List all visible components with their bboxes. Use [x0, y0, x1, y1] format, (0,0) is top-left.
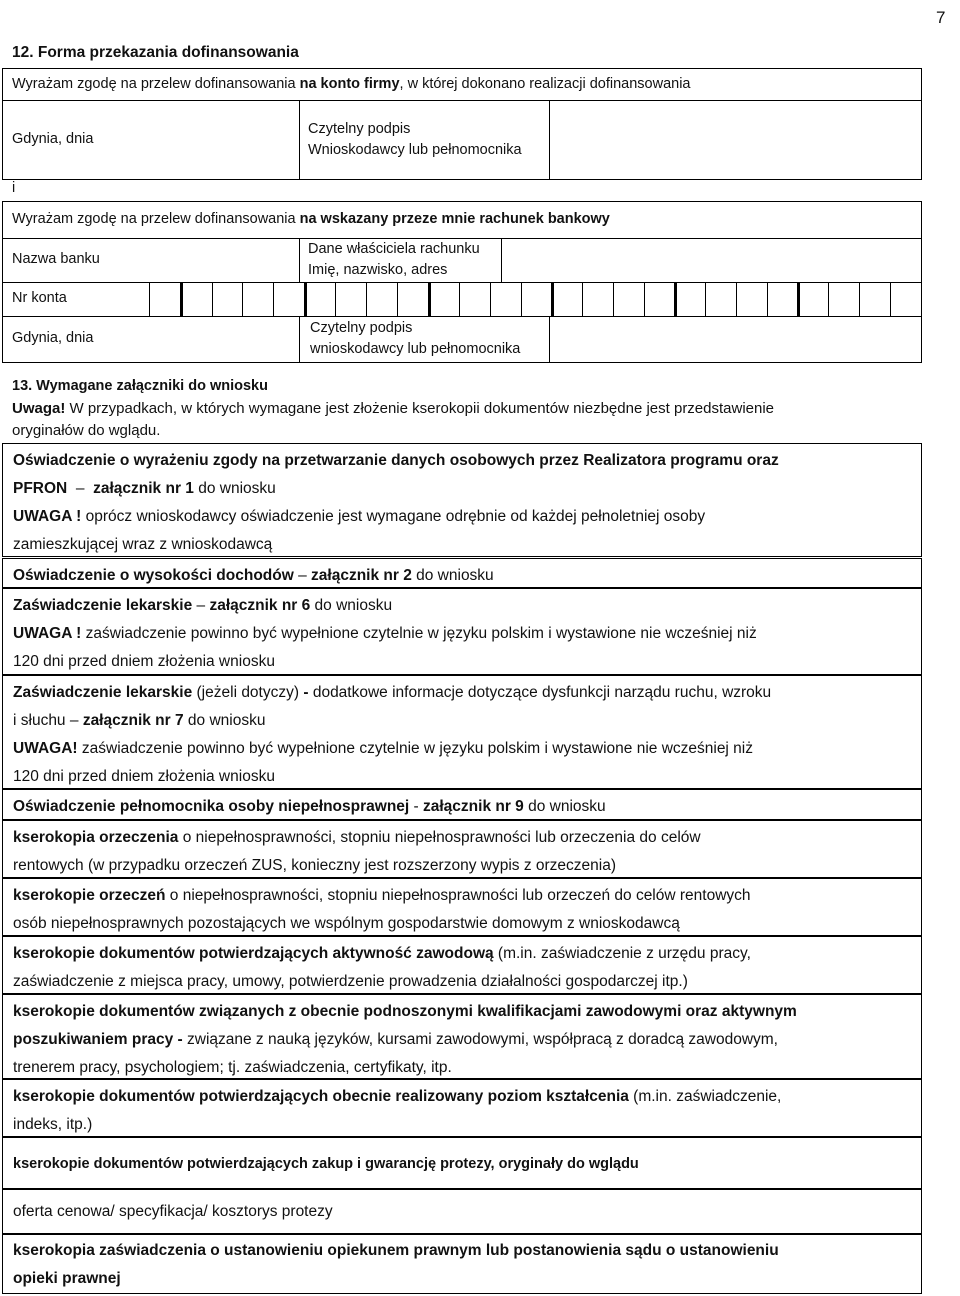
- divider: [549, 100, 550, 180]
- account-digit-cell: [705, 282, 706, 316]
- account-owner-label-a: Dane właściciela rachunku: [308, 241, 480, 257]
- attachment-item: Oświadczenie pełnomocnika osoby niepełnosprawnej - załącznik nr 9 do wniosku: [2, 789, 922, 820]
- attachment-item: oferta cenowa/ specyfikacja/ kosztorys protezy: [2, 1189, 922, 1234]
- account-digit-cell: [859, 282, 860, 316]
- place-date-label-2: Gdynia, dnia: [12, 330, 94, 346]
- consent-1-text: Wyrażam zgodę na przelew dofinansowania na konto firmy, w której dokonano realizacji dofinansowania: [12, 76, 691, 92]
- account-digit-cell: [212, 282, 213, 316]
- attachment-item: Zaświadczenie lekarskie – załącznik nr 6 do wniosku UWAGA ! zaświadczenie powinno być wypełnione czytelnie w języku polskim i wystawione nie wcześniej niż 120 dni przed dniem złożenia wniosku: [2, 588, 922, 675]
- divider: [501, 238, 502, 282]
- account-owner-label-b: Imię, nazwisko, adres: [308, 262, 448, 278]
- divider: [2, 282, 922, 283]
- account-digit-cell: [428, 282, 431, 316]
- attachment-item: kserokopie dokumentów potwierdzających zakup i gwarancję protezy, oryginały do wglądu: [2, 1137, 922, 1189]
- account-digit-cell: [459, 282, 460, 316]
- account-digit-cell: [736, 282, 737, 316]
- bank-name-label: Nazwa banku: [12, 251, 100, 267]
- account-digit-cell: [366, 282, 367, 316]
- divider: [299, 100, 300, 180]
- attachment-item: kserokopie orzeczeń o niepełnosprawności, stopniu niepełnosprawności lub orzeczeń do celów rentowych osób niepełnosprawnych pozostających we wspólnym gospodarstwie domowym z wnioskodawcą: [2, 878, 922, 936]
- attachment-item: kserokopie dokumentów potwierdzających obecnie realizowany poziom kształcenia (m.in. zaświadczenie, indeks, itp.): [2, 1079, 922, 1137]
- account-digit-cell: [797, 282, 800, 316]
- account-digit-cell: [304, 282, 307, 316]
- account-digit-cell: [273, 282, 274, 316]
- divider: [299, 238, 300, 282]
- account-number-label: Nr konta: [12, 290, 67, 306]
- attachment-item: Oświadczenie o wysokości dochodów – załącznik nr 2 do wniosku: [2, 558, 922, 588]
- account-digit-cell: [521, 282, 522, 316]
- account-digit-cell: [242, 282, 243, 316]
- attachment-item: Zaświadczenie lekarskie (jeżeli dotyczy) - dodatkowe informacje dotyczące dysfunkcji narządu ruchu, wzroku i słuchu – załącznik nr 7 do wniosku UWAGA! zaświadczenie powinno być wypełnione czytelnie w języku polskim i wystawione nie wcześniej niż 120 dni przed dniem złożenia wniosku: [2, 675, 922, 789]
- note-line-1: Uwaga! W przypadkach, w których wymagane jest złożenie kserokopii dokumentów niezbędne jest przedstawienie: [12, 400, 775, 417]
- account-digit-cell: [335, 282, 336, 316]
- account-digit-cell: [180, 282, 183, 316]
- signature-label-1a: Czytelny podpis: [308, 121, 411, 137]
- account-digit-cell: [674, 282, 677, 316]
- account-digit-cell: [890, 282, 891, 316]
- divider: [299, 316, 300, 363]
- account-digit-cell: [582, 282, 583, 316]
- account-digit-cell: [767, 282, 768, 316]
- account-digit-cell: [828, 282, 829, 316]
- account-digit-cell: [613, 282, 614, 316]
- attachment-item: kserokopie dokumentów potwierdzających aktywność zawodową (m.in. zaświadczenie z urzędu pracy, zaświadczenie z miejsca pracy, umowy, potwierdzenie prowadzenia działalności gospodarczej itp.): [2, 936, 922, 994]
- signature-label-2a: Czytelny podpis: [310, 320, 413, 336]
- divider: [2, 100, 922, 101]
- account-digit-cell: [149, 282, 150, 316]
- account-digit-cell: [551, 282, 554, 316]
- signature-label-1b: Wnioskodawcy lub pełnomocnika: [308, 142, 522, 158]
- divider: [2, 316, 922, 317]
- signature-label-2b: wnioskodawcy lub pełnomocnika: [310, 341, 521, 357]
- section-13-title: 13. Wymagane załączniki do wniosku: [12, 378, 268, 394]
- attachment-item: kserokopie dokumentów związanych z obecnie podnoszonymi kwalifikacjami zawodowymi oraz aktywnym poszukiwaniem pracy - związane z nauką języków, kursami zawodowymi, współpracą z doradcą zawodowym, trenerem pracy, psychologiem; tj. zaświadczenia, certyfikaty, itp.: [2, 994, 922, 1079]
- attachment-item: kserokopia orzeczenia o niepełnosprawności, stopniu niepełnosprawności lub orzeczenia do celów rentowych (w przypadku orzeczeń ZUS, konieczny jest rozszerzony wypis z orzeczenia): [2, 820, 922, 878]
- section-12-title: 12. Forma przekazania dofinansowania: [12, 44, 299, 61]
- conjunction: i: [12, 180, 16, 196]
- place-date-label-1: Gdynia, dnia: [12, 131, 94, 147]
- consent-2-text: Wyrażam zgodę na przelew dofinansowania na wskazany przeze mnie rachunek bankowy: [12, 211, 610, 227]
- attachment-item: kserokopia zaświadczenia o ustanowieniu opiekunem prawnym lub postanowienia sądu o ustanowieniu opieki prawnej: [2, 1234, 922, 1294]
- account-digit-cell: [644, 282, 645, 316]
- divider: [549, 316, 550, 363]
- divider: [2, 238, 922, 239]
- attachment-item: Oświadczenie o wyrażeniu zgody na przetwarzanie danych osobowych przez Realizatora programu oraz PFRON – załącznik nr 1 do wniosku UWAGA ! oprócz wnioskodawcy oświadczenie jest wymagane odrębnie od każdej pełnoletniej osoby zamieszkującej wraz z wnioskodawcą: [2, 443, 922, 557]
- account-digit-cell: [490, 282, 491, 316]
- note-line-2: oryginałów do wglądu.: [12, 422, 161, 439]
- account-digit-cell: [397, 282, 398, 316]
- page-number: 7: [936, 8, 946, 27]
